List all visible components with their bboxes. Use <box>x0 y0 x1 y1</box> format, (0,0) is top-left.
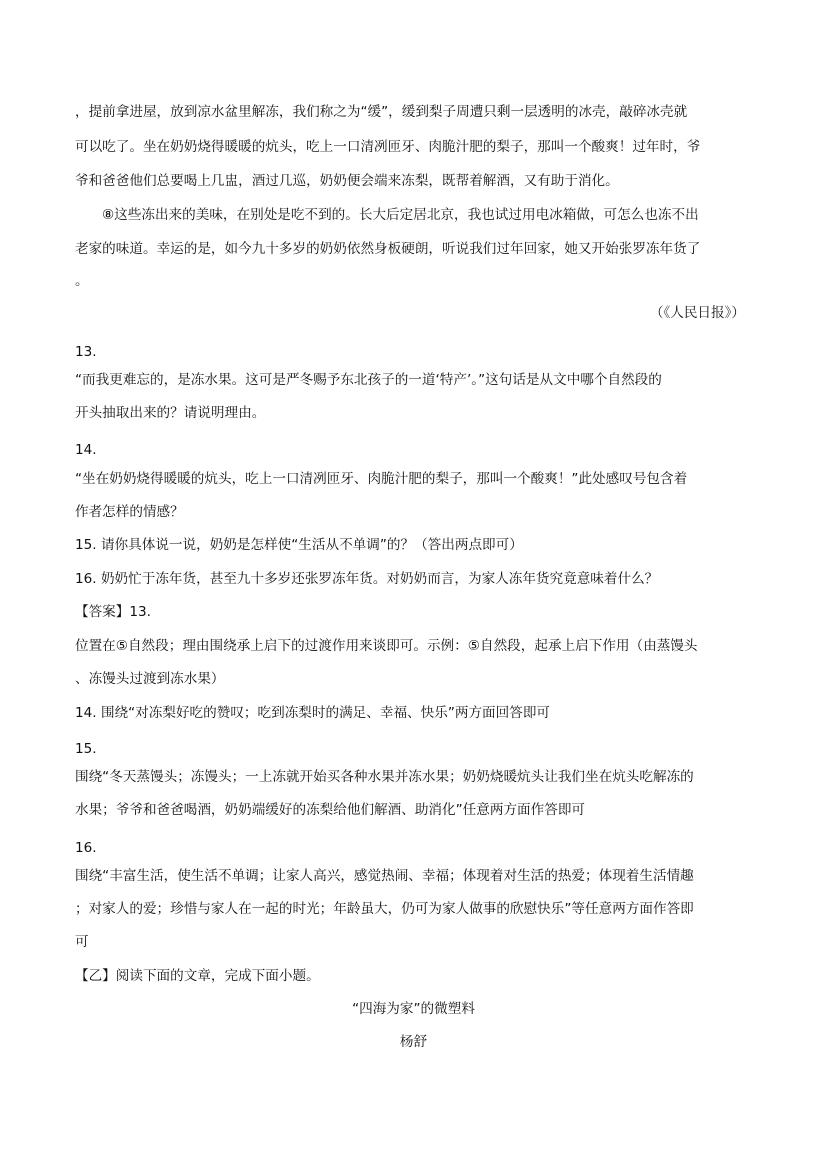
answer-number: 16. <box>75 840 97 856</box>
passage-line: 爷和爸爸他们总要喝上几盅，酒过几巡，奶奶便会端来冻梨，既帮着解酒，又有助于消化。 <box>75 173 619 189</box>
question-text: 作者怎样的情感？ <box>75 504 184 520</box>
answer-text: ；对家人的爱；珍惜与家人在一起的时光；年龄虽大，仍可为家人做事的欣慰快乐”等任意两方面作答即 <box>75 901 694 917</box>
question-text: “坐在奶奶烧得暖暖的炕头，吃上一口清冽匝牙、肉脆汁肥的梨子，那叫一个酸爽！”此处感叹号包含着 <box>75 471 688 487</box>
question-number: 14. <box>75 442 97 458</box>
passage-line: ，提前拿进屋，放到凉水盆里解冻，我们称之为“缓”，缓到梨子周遭只剩一层透明的冰壳，敲碎冰壳就 <box>75 104 688 120</box>
passage-line: 可以吃了。坐在奶奶烧得暖暖的炕头，吃上一口清冽匝牙、肉脆汁肥的梨子，那叫一个酸爽！过年时，爷 <box>75 139 701 155</box>
answer-text: 围绕“丰富生活，使生活不单调；让家人高兴，感觉热闹、幸福；体现着对生活的热爱；体现着生活情趣 <box>75 868 694 884</box>
answer-text: 14. 围绕“对冻梨好吃的赞叹；吃到冻梨时的满足、幸福、快乐”两方面回答即可 <box>75 705 551 721</box>
answer-text: 围绕“冬天蒸馒头；冻馒头；一上冻就开始买各种水果并冻水果；奶奶烧暖炕头让我们坐在炕头吃解冻的 <box>75 769 694 785</box>
passage-line: 老家的味道。幸运的是，如今九十多岁的奶奶依然身板硬朗，听说我们过年回家，她又开始张罗冻年货了 <box>75 241 701 257</box>
question-number: 13. <box>75 344 97 360</box>
question-text: 开头抽取出来的？请说明理由。 <box>75 405 266 421</box>
answer-text: 水果；爷爷和爸爸喝酒，奶奶端缓好的冻梨给他们解酒、助消化”任意两方面作答即可 <box>75 802 586 818</box>
passage-line: ⑧这些冻出来的美味，在别处是吃不到的。长大后定居北京，我也试过用电冰箱做，可怎么也冻不出 <box>102 207 699 223</box>
question-text: 15. 请你具体说一说，奶奶是怎样使“生活从不单调”的？（答出两点即可） <box>75 537 523 553</box>
answer-text: 、冻馒头过渡到冻水果） <box>75 671 225 687</box>
answer-text: 位置在⑤自然段；理由围绕承上启下的过渡作用来谈即可。示例：⑤自然段，起承上启下作用（由蒸馒头 <box>75 638 698 654</box>
article-title: “四海为家”的微塑料 <box>352 1001 475 1017</box>
question-text: 16. 奶奶忙于冻年货，甚至九十多岁还张罗冻年货。对奶奶而言，为家人冻年货究竟意味着什么？ <box>75 571 659 587</box>
answer-number: 15. <box>75 741 97 757</box>
passage-line: 。 <box>75 273 89 289</box>
answer-text: 可 <box>75 934 89 950</box>
section-intro: 【乙】阅读下面的文章，完成下面小题。 <box>75 968 320 984</box>
answer-label: 【答案】13. <box>75 604 151 620</box>
article-author: 杨舒 <box>399 1034 428 1050</box>
question-text: “而我更难忘的，是冻水果。这可是严冬赐予东北孩子的一道‘特产’。”这句话是从文中哪个自然段的 <box>75 372 662 388</box>
source-citation: （《人民日报》） <box>649 305 745 321</box>
